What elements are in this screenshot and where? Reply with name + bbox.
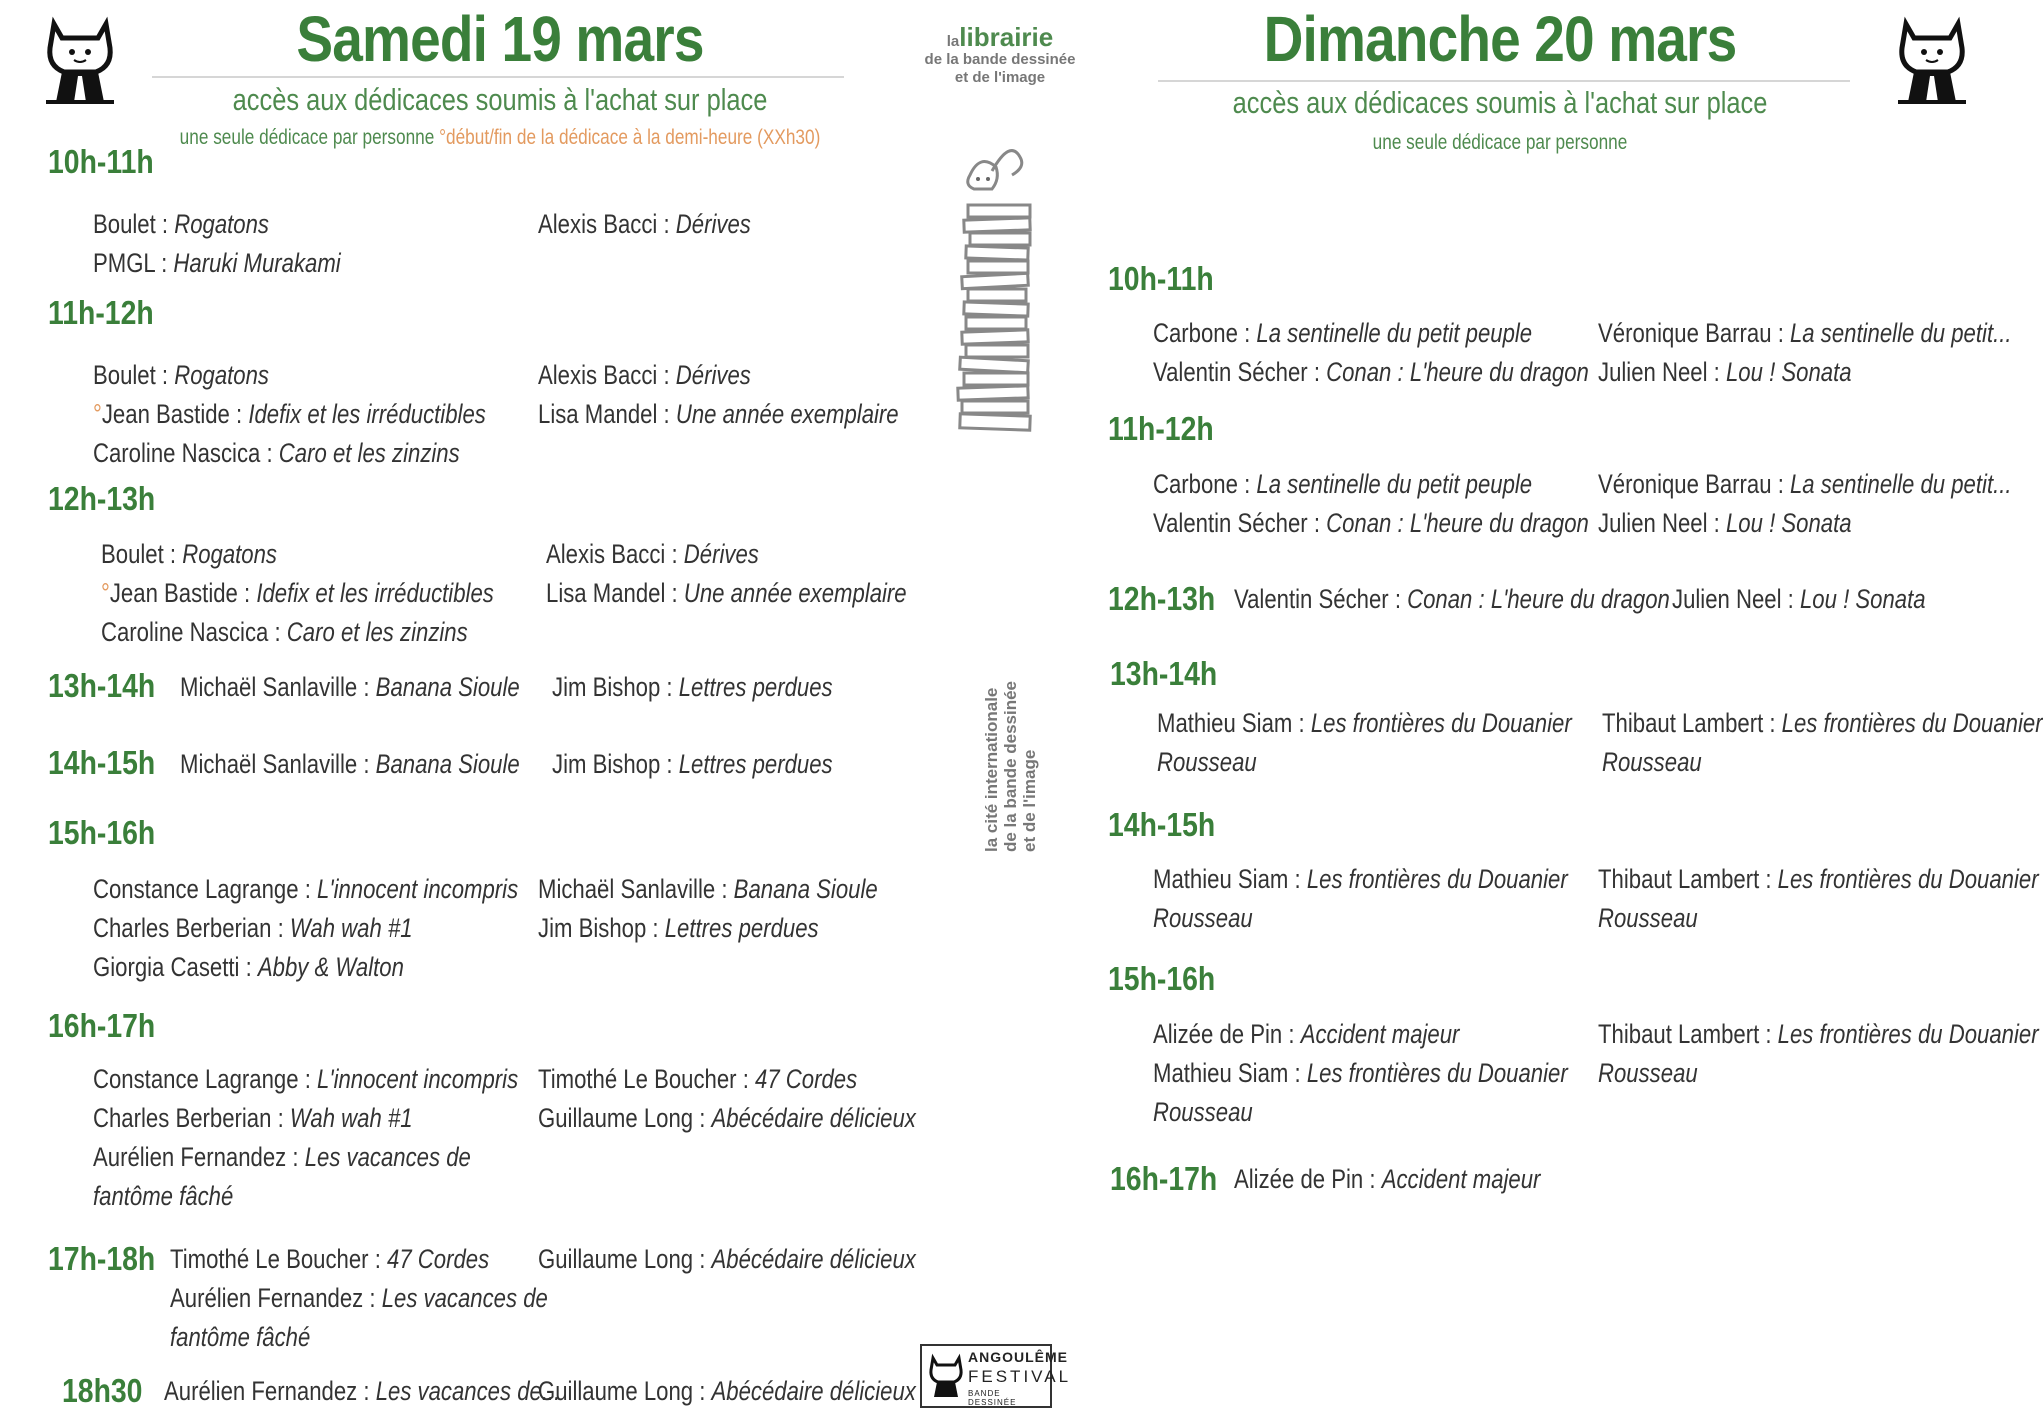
book-title: Lou ! Sonata xyxy=(1725,357,1852,387)
festival-cat-icon xyxy=(926,1350,966,1402)
book-title: Idefix et les irréductibles xyxy=(256,578,494,608)
signing-entry xyxy=(93,1138,471,1177)
book-title: Les frontières du Douanier xyxy=(1777,864,2039,894)
author-name: Aurélien Fernandez : xyxy=(170,1283,382,1313)
book-title: Caro et les zinzins xyxy=(286,617,468,647)
signing-entry xyxy=(538,1240,916,1279)
time-slot-label: 10h-11h xyxy=(1108,260,1214,297)
author-name: Thibaut Lambert : xyxy=(1602,708,1782,738)
book-title: Rousseau xyxy=(1153,1097,1253,1127)
author-name: Valentin Sécher : xyxy=(1234,584,1408,614)
time-slot-label: 11h-12h xyxy=(48,294,154,331)
book-title: Wah wah #1 xyxy=(289,913,413,943)
signing-entry xyxy=(538,1372,916,1411)
saturday-title: Samedi 19 mars xyxy=(296,3,704,75)
sunday-note: une seule dédicace par personne xyxy=(1372,131,1628,154)
book-title: Une année exemplaire xyxy=(675,399,899,429)
time-slot-label: 11h-12h xyxy=(1108,410,1214,447)
time-slot-label: 18h30 xyxy=(62,1372,143,1409)
author-name: Jim Bishop : xyxy=(552,749,679,779)
author-name: Mathieu Siam : xyxy=(1153,864,1307,894)
cite-logo-line1: la cité internationale xyxy=(982,687,1001,852)
signing-entry xyxy=(1157,704,1572,743)
book-title: L'innocent incompris xyxy=(317,1064,519,1094)
author-name: Charles Berberian : xyxy=(93,913,290,943)
book-title: Lettres perdues xyxy=(664,913,819,943)
signing-entry xyxy=(101,613,468,652)
book-title: Rousseau xyxy=(1598,903,1698,933)
librairie-logo-name: librairie xyxy=(959,22,1054,52)
time-slot-label: 16h-17h xyxy=(1110,1160,1218,1197)
signing-entry xyxy=(538,356,751,395)
book-title: Rogatons xyxy=(174,209,270,239)
author-name: Michaël Sanlaville : xyxy=(180,672,376,702)
book-title: Accident majeur xyxy=(1300,1019,1460,1049)
signing-entry xyxy=(1153,314,1532,353)
signing-entry xyxy=(170,1240,489,1279)
signing-entry xyxy=(93,870,518,909)
cite-logo xyxy=(982,681,1039,852)
author-name: Carbone : xyxy=(1153,318,1257,348)
author-name: Caroline Nascica : xyxy=(93,438,279,468)
signing-entry xyxy=(93,356,269,395)
author-name: Guillaume Long : xyxy=(538,1103,712,1133)
book-title: Conan : L'heure du dragon xyxy=(1407,584,1670,614)
book-title: La sentinelle du petit... xyxy=(1789,318,2012,348)
signing-entry xyxy=(93,434,460,473)
book-title: 47 Cordes xyxy=(755,1064,858,1094)
author-name: Jean Bastide : xyxy=(109,578,257,608)
author-name: Guillaume Long : xyxy=(538,1244,712,1274)
author-name: Julien Neel : xyxy=(1598,508,1726,538)
signing-entry xyxy=(1598,1054,1698,1093)
signing-entry xyxy=(180,745,520,784)
author-name: Thibaut Lambert : xyxy=(1598,1019,1778,1049)
sunday-subtitle: accès aux dédicaces soumis à l'achat sur place xyxy=(1232,85,1768,120)
author-name: Aurélien Fernandez : xyxy=(93,1142,305,1172)
author-name: Alexis Bacci : xyxy=(538,209,676,239)
book-title: L'innocent incompris xyxy=(317,874,519,904)
signing-entry xyxy=(538,870,878,909)
signing-entry xyxy=(1598,504,1852,543)
author-name: Jim Bishop : xyxy=(538,913,665,943)
book-title: Les vacances de xyxy=(381,1283,548,1313)
book-title: Les frontières du Douanier xyxy=(1781,708,2043,738)
book-title: Banana Sioule xyxy=(375,749,520,779)
signing-entry xyxy=(164,1372,560,1411)
book-title: Banana Sioule xyxy=(733,874,878,904)
sunday-title: Dimanche 20 mars xyxy=(1263,3,1737,75)
signing-entry xyxy=(538,1060,857,1099)
signing-entry xyxy=(1234,580,1670,619)
signing-entry xyxy=(93,244,341,283)
book-title: Rogatons xyxy=(182,539,278,569)
author-name: Thibaut Lambert : xyxy=(1598,864,1778,894)
saturday-title-divider xyxy=(152,76,844,78)
time-slot-label: 17h-18h xyxy=(48,1240,156,1277)
book-title: Rousseau xyxy=(1598,1058,1698,1088)
book-title: Les vacances de xyxy=(304,1142,471,1172)
book-title: 47 Cordes xyxy=(387,1244,490,1274)
author-name: Carbone : xyxy=(1153,469,1257,499)
cat-mascot-right-icon xyxy=(1892,14,1972,106)
author-name: Aurélien Fernandez : xyxy=(164,1376,376,1406)
time-slot-label: 16h-17h xyxy=(48,1007,156,1044)
book-title: Idefix et les irréductibles xyxy=(248,399,486,429)
signing-entry xyxy=(546,574,907,613)
signing-entry xyxy=(93,909,413,948)
book-title: Lettres perdues xyxy=(678,749,833,779)
cite-logo-line3: et de l'image xyxy=(1020,749,1039,852)
author-name: Julien Neel : xyxy=(1598,357,1726,387)
signing-entry xyxy=(1153,353,1589,392)
book-title: La sentinelle du petit... xyxy=(1789,469,2012,499)
time-slot-label: 10h-11h xyxy=(48,143,154,180)
signing-entry xyxy=(93,1099,413,1138)
time-slot-label: 15h-16h xyxy=(1108,960,1216,997)
signing-entry xyxy=(180,668,520,707)
book-title: Abécédaire délicieux xyxy=(711,1244,916,1274)
author-name: Charles Berberian : xyxy=(93,1103,290,1133)
book-title: Caro et les zinzins xyxy=(278,438,460,468)
cat-mascot-left-icon xyxy=(40,14,120,106)
signing-entry xyxy=(1153,465,1532,504)
author-name: PMGL : xyxy=(93,248,174,278)
author-name: Constance Lagrange : xyxy=(93,1064,318,1094)
sunday-title-divider xyxy=(1158,80,1850,82)
book-title: Accident majeur xyxy=(1381,1164,1541,1194)
half-hour-marker: ° xyxy=(93,399,102,429)
author-name: Boulet : xyxy=(101,539,183,569)
book-title: La sentinelle du petit peuple xyxy=(1256,318,1533,348)
author-name: Alexis Bacci : xyxy=(538,360,676,390)
signing-entry xyxy=(538,1099,916,1138)
time-slot-label: 15h-16h xyxy=(48,814,156,851)
book-title: Rousseau xyxy=(1157,747,1257,777)
signing-entry xyxy=(1153,504,1589,543)
librairie-logo-la: la xyxy=(946,33,960,50)
author-name: Jim Bishop : xyxy=(552,672,679,702)
author-name: Mathieu Siam : xyxy=(1153,1058,1307,1088)
signing-entry xyxy=(93,1177,233,1216)
librairie-logo xyxy=(900,22,1100,87)
author-name: Valentin Sécher : xyxy=(1153,357,1327,387)
author-name: Giorgia Casetti : xyxy=(93,952,258,982)
book-title: Dérives xyxy=(683,539,759,569)
author-name: Valentin Sécher : xyxy=(1153,508,1327,538)
book-title: Les frontières du Douanier xyxy=(1310,708,1572,738)
book-title: Haruki Murakami xyxy=(173,248,341,278)
book-title: fantôme fâché xyxy=(170,1322,311,1352)
book-title: Dérives xyxy=(675,360,751,390)
book-title: Conan : L'heure du dragon xyxy=(1326,357,1589,387)
author-name: Alexis Bacci : xyxy=(546,539,684,569)
book-title: Une année exemplaire xyxy=(683,578,907,608)
saturday-note xyxy=(172,126,828,150)
book-title: Lou ! Sonata xyxy=(1725,508,1852,538)
author-name: Mathieu Siam : xyxy=(1157,708,1311,738)
book-title: Les frontières du Douanier xyxy=(1306,864,1568,894)
signing-entry xyxy=(93,395,486,434)
book-title: Conan : L'heure du dragon xyxy=(1326,508,1589,538)
festival-logo-line3: BANDE DESSINÉE xyxy=(968,1389,1017,1407)
author-name: Guillaume Long : xyxy=(538,1376,712,1406)
time-slot-label: 13h-14h xyxy=(48,667,156,704)
author-name: Caroline Nascica : xyxy=(101,617,287,647)
signing-entry xyxy=(1157,743,1257,782)
librairie-logo-line3: et de l'image xyxy=(954,69,1046,86)
signing-entry xyxy=(1598,860,2039,899)
saturday-note-main: une seule dédicace par personne xyxy=(179,126,435,149)
signing-entry xyxy=(93,948,404,987)
book-title: Dérives xyxy=(675,209,751,239)
signing-entry xyxy=(538,395,899,434)
author-name: Julien Neel : xyxy=(1672,584,1800,614)
cite-logo-line2: de la bande dessinée xyxy=(1001,680,1020,852)
signing-entry xyxy=(1602,743,1702,782)
signing-entry xyxy=(101,574,494,613)
time-slot-label: 12h-13h xyxy=(48,480,156,517)
signing-entry xyxy=(1153,1054,1568,1093)
half-hour-marker: ° xyxy=(101,578,110,608)
signing-entry xyxy=(1598,353,1852,392)
signing-entry xyxy=(1153,860,1568,899)
author-name: Timothé Le Boucher : xyxy=(538,1064,756,1094)
author-name: Boulet : xyxy=(93,360,175,390)
signing-entry xyxy=(170,1318,310,1357)
time-slot-label: 13h-14h xyxy=(1110,655,1218,692)
signing-entry xyxy=(538,205,751,244)
time-slot-label: 14h-15h xyxy=(1108,806,1216,843)
author-name: Véronique Barrau : xyxy=(1598,469,1790,499)
signing-entry xyxy=(1153,1015,1459,1054)
author-name: Lisa Mandel : xyxy=(538,399,676,429)
book-title: Rogatons xyxy=(174,360,270,390)
signing-entry xyxy=(546,535,759,574)
signing-entry xyxy=(1598,899,1698,938)
author-name: Timothé Le Boucher : xyxy=(170,1244,388,1274)
signing-entry xyxy=(93,205,269,244)
saturday-subtitle: accès aux dédicaces soumis à l'achat sur place xyxy=(232,82,768,117)
book-title: Les frontières du Douanier xyxy=(1777,1019,2039,1049)
festival-logo-line1: ANGOULÊME xyxy=(968,1349,1068,1365)
book-title: Wah wah #1 xyxy=(289,1103,413,1133)
book-title: Les frontières du Douanier xyxy=(1306,1058,1568,1088)
book-title: Lou ! Sonata xyxy=(1799,584,1926,614)
book-title: Les vacances de... xyxy=(375,1376,561,1406)
author-name: Boulet : xyxy=(93,209,175,239)
signing-entry xyxy=(1153,1093,1253,1132)
author-name: Michaël Sanlaville : xyxy=(538,874,734,904)
signing-entry xyxy=(552,745,833,784)
signing-entry xyxy=(1153,899,1253,938)
librairie-logo-line2: de la bande dessinée xyxy=(924,51,1076,68)
book-title: Rousseau xyxy=(1153,903,1253,933)
book-title: fantôme fâché xyxy=(93,1181,234,1211)
author-name: Constance Lagrange : xyxy=(93,874,318,904)
author-name: Véronique Barrau : xyxy=(1598,318,1790,348)
signing-entry xyxy=(93,1060,518,1099)
festival-logo-line2: FESTIVAL xyxy=(968,1367,1072,1386)
signing-entry xyxy=(1602,704,2043,743)
angouleme-festival-logo xyxy=(920,1344,1072,1408)
book-title: Abécédaire délicieux xyxy=(711,1376,916,1406)
saturday-note-halfhour: °début/fin de la dédicace à la demi-heure (XXh30) xyxy=(439,126,821,149)
author-name: Lisa Mandel : xyxy=(546,578,684,608)
signing-entry xyxy=(1598,465,2012,504)
signing-entry xyxy=(552,668,833,707)
signing-entry xyxy=(1598,314,2012,353)
signing-entry xyxy=(101,535,277,574)
signing-entry xyxy=(1598,1015,2039,1054)
book-title: Abby & Walton xyxy=(257,952,404,982)
book-title: La sentinelle du petit peuple xyxy=(1256,469,1533,499)
book-stack-cat-illustration xyxy=(940,145,1060,440)
book-title: Abécédaire délicieux xyxy=(711,1103,916,1133)
author-name: Michaël Sanlaville : xyxy=(180,749,376,779)
signing-entry xyxy=(1234,1160,1540,1199)
book-title: Banana Sioule xyxy=(375,672,520,702)
signing-entry xyxy=(170,1279,548,1318)
author-name: Alizée de Pin : xyxy=(1234,1164,1382,1194)
time-slot-label: 12h-13h xyxy=(1108,580,1216,617)
signing-entry xyxy=(1672,580,1926,619)
signing-entry xyxy=(538,909,819,948)
book-title: Lettres perdues xyxy=(678,672,833,702)
author-name: Alizée de Pin : xyxy=(1153,1019,1301,1049)
book-title: Rousseau xyxy=(1602,747,1702,777)
time-slot-label: 14h-15h xyxy=(48,744,156,781)
author-name: Jean Bastide : xyxy=(101,399,249,429)
